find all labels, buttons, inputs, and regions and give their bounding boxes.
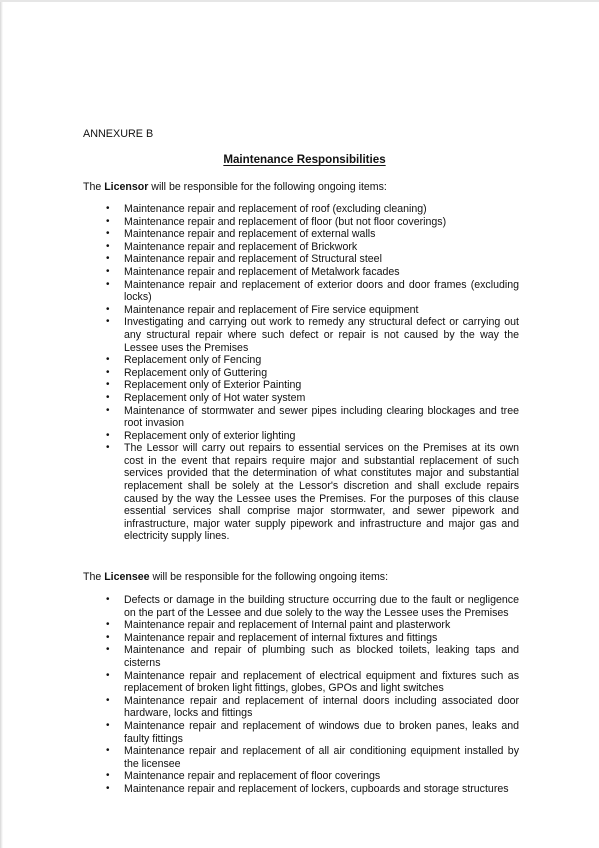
licensor-item-list	[0, 203, 519, 543]
bullet-icon: •	[106, 303, 110, 315]
list-item-text: Maintenance repair and replacement of Internal paint and plasterwork	[124, 619, 451, 632]
list-item-text: Maintenance repair and replacement of Brickwork	[124, 240, 358, 253]
licensee-intro-suffix: will be responsible for the following ongoing items:	[149, 571, 389, 583]
list-item	[0, 304, 519, 317]
list-item-text: Replacement only of Exterior Painting	[124, 379, 302, 392]
bullet-icon: •	[106, 631, 110, 643]
list-item-text: Investigating and carrying out work to remedy any structural defect or carrying out any structural repair where such defect or repair is not caused by the way the Lessee uses the Premises	[124, 316, 519, 354]
list-item-text: Replacement only of Hot water system	[124, 391, 306, 404]
licensor-intro	[83, 181, 523, 194]
list-item-text: Maintenance repair and replacement of floor coverings	[124, 770, 381, 783]
bullet-icon: •	[106, 404, 110, 416]
bullet-icon: •	[106, 203, 110, 214]
list-item	[0, 695, 519, 720]
list-item	[0, 216, 519, 229]
bullet-icon: •	[106, 215, 110, 227]
list-item	[0, 279, 519, 304]
list-item-text: Maintenance repair and replacement of floor (but not floor coverings)	[124, 215, 447, 228]
list-item	[0, 745, 519, 770]
list-item	[0, 405, 519, 430]
bullet-icon: •	[106, 316, 110, 328]
bullet-icon: •	[106, 429, 110, 441]
bullet-icon: •	[106, 770, 110, 782]
list-item-text: Replacement only of exterior lighting	[124, 429, 296, 442]
page-title: Maintenance Responsibilities	[223, 153, 386, 166]
list-item-text: Maintenance repair and replacement of lockers, cupboards and storage structures	[124, 782, 509, 795]
list-item	[0, 316, 519, 354]
list-item-text: Maintenance repair and replacement of roof (excluding cleaning)	[124, 203, 427, 215]
bullet-icon: •	[106, 782, 110, 794]
licensor-role: Licensor	[104, 181, 149, 193]
list-item	[0, 367, 519, 380]
annexure-label: ANNEXURE B	[83, 128, 154, 140]
licensee-intro	[83, 571, 523, 584]
licensee-role: Licensee	[104, 571, 150, 583]
list-item	[0, 228, 519, 241]
list-item-text: Replacement only of Fencing	[124, 354, 262, 367]
list-item	[0, 783, 519, 796]
list-item	[0, 670, 519, 695]
list-item-text: Maintenance repair and replacement of external walls	[124, 228, 376, 241]
list-item	[0, 594, 519, 619]
bullet-icon: •	[106, 278, 110, 290]
bullet-icon: •	[106, 391, 110, 403]
licensor-intro-prefix: The	[83, 181, 105, 193]
list-item-text: Maintenance repair and replacement of internal fixtures and fittings	[124, 631, 438, 644]
list-item	[0, 253, 519, 266]
bullet-icon: •	[106, 379, 110, 391]
licensee-intro-prefix: The	[83, 571, 105, 583]
scan-edge-top	[0, 0, 599, 2]
list-item	[0, 392, 519, 405]
bullet-icon: •	[106, 745, 110, 757]
bullet-icon: •	[106, 442, 110, 454]
bullet-icon: •	[106, 594, 110, 605]
bullet-icon: •	[106, 228, 110, 240]
list-item-text: Defects or damage in the building structure occurring due to the fault or negligence on the part of the Lessee and due solely to the way the Lessee uses the Premises	[124, 594, 519, 619]
list-item-text: Maintenance repair and replacement of internal doors including associated door hardware, locks and fittings	[124, 694, 519, 720]
list-item	[0, 379, 519, 392]
list-item	[0, 203, 519, 216]
list-item	[0, 442, 519, 543]
list-item-text: Maintenance and repair of plumbing such as blocked toilets, leaking taps and cisterns	[124, 644, 519, 669]
list-item	[0, 354, 519, 367]
bullet-icon: •	[106, 240, 110, 252]
bullet-icon: •	[106, 619, 110, 631]
list-item-text: Maintenance repair and replacement of Structural steel	[124, 253, 382, 266]
list-item	[0, 632, 519, 645]
list-item	[0, 720, 519, 745]
bullet-icon: •	[106, 719, 110, 731]
list-item	[0, 619, 519, 632]
bullet-icon: •	[106, 366, 110, 378]
list-item-text: Replacement only of Guttering	[124, 366, 268, 379]
list-item-text: Maintenance repair and replacement of all air conditioning equipment installed by the licensee	[124, 745, 519, 770]
licensee-item-list	[0, 594, 519, 796]
list-item-text: Maintenance repair and replacement of windows due to broken panes, leaks and faulty fittings	[124, 719, 519, 745]
list-item-text: The Lessor will carry out repairs to essential services on the Premises at its own cost in the event that repairs require major and substantial replacement of such services provided that the determination of what constitutes major and substantial replacement shall be solely at the Lessor's discretion and shall exclude repairs caused by the way the Lessee uses the Premises. For the purposes of this clause essential services shall comprise major stormwater, and sewer pipework and infrastructure, major water supply pipework and infrastructure and major gas and electricity supply lines.	[124, 442, 519, 543]
list-item	[0, 644, 519, 669]
list-item	[0, 241, 519, 254]
list-item-text: Maintenance repair and replacement of Fire service equipment	[124, 303, 419, 316]
bullet-icon: •	[106, 644, 110, 656]
list-item-text: Maintenance repair and replacement of Metalwork facades	[124, 265, 400, 278]
licensor-intro-suffix: will be responsible for the following ongoing items:	[148, 181, 387, 193]
bullet-icon: •	[106, 354, 110, 366]
bullet-icon: •	[106, 253, 110, 265]
list-item	[0, 430, 519, 443]
list-item-text: Maintenance repair and replacement of electrical equipment and fixtures such as replacement of broken light fittings, globes, GPOs and light switches	[124, 669, 519, 695]
bullet-icon: •	[106, 669, 110, 681]
bullet-icon: •	[106, 265, 110, 277]
list-item-text: Maintenance of stormwater and sewer pipes including clearing blockages and tree root invasion	[124, 404, 519, 430]
list-item	[0, 266, 519, 279]
list-item	[0, 770, 519, 783]
list-item-text: Maintenance repair and replacement of exterior doors and door frames (excluding locks)	[124, 278, 519, 304]
bullet-icon: •	[106, 694, 110, 706]
